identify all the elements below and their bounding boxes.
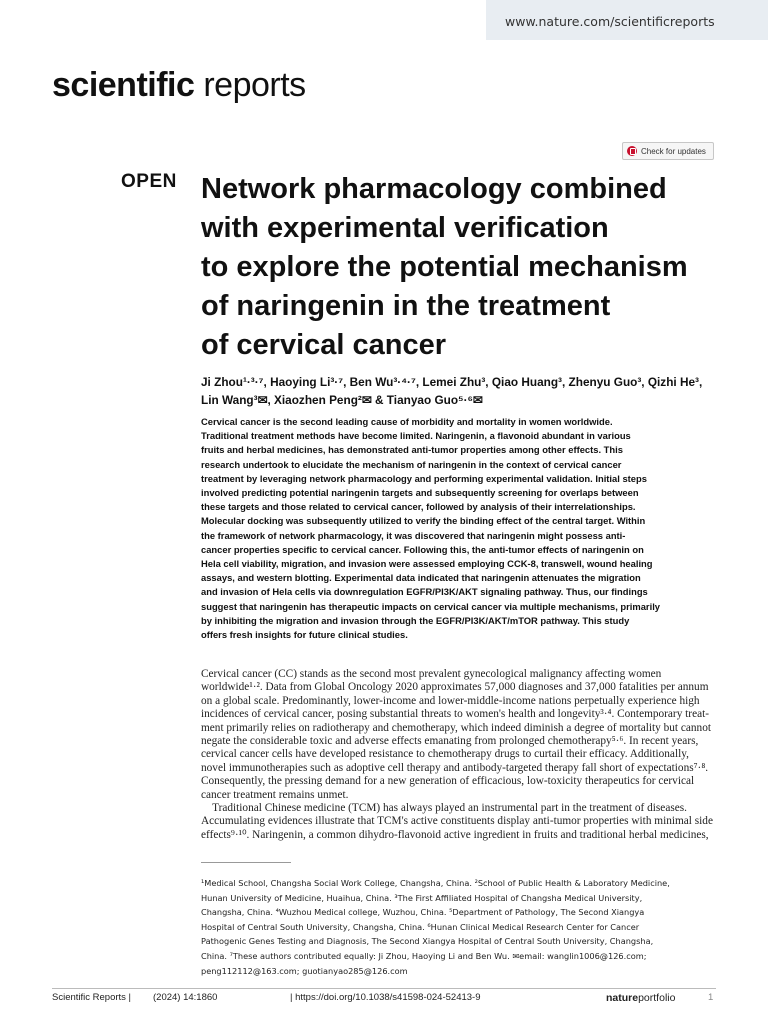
affiliation-line: Pathogenic Genes Testing and Diagnosis, The Second Xiangya Hospital of Central South University, Changsha, [201, 936, 654, 947]
page-number: 1 [708, 992, 714, 1003]
footer-divider [52, 988, 716, 989]
check-for-updates-button[interactable] [622, 142, 714, 160]
journal-name-bold: scientific [52, 66, 195, 104]
update-badge-icon [627, 146, 637, 156]
abstract-line: involved predicting potential naringenin targets and subsequently screening for overlaps between [201, 487, 639, 499]
body-line: ment primarily relies on radiotherapy and chemotherapy, which indeed diminish a degree of mortality but cannot [201, 721, 711, 734]
author-list [201, 373, 721, 409]
affiliation-line: ¹Medical School, Changsha Social Work College, Changsha, China. ²School of Public Health & Laboratory Medicine, [201, 878, 670, 888]
body-line: Accumulating evidences illustrate that TCM's active constituents display anti-tumor properties with minimal side [201, 815, 713, 828]
body-line: incidences of cervical cancer, posing substantial threats to women's health and longevity³·⁴. Contemporary treat- [201, 708, 710, 721]
title-line: of cervical cancer [201, 329, 447, 361]
title-line: Network pharmacology combined [201, 173, 667, 205]
publisher-name-bold: nature [606, 992, 639, 1004]
abstract-line: these targets and those related to cervical cancer, followed by analysis of their interrelationships. [201, 501, 636, 513]
abstract-line: fruits and herbal medicines, has demonstrated anti-tumor properties among other effects. This [201, 444, 623, 456]
abstract [201, 415, 721, 642]
abstract-line: treatment by leveraging network pharmacology and performing experimental validation. Initial steps [201, 472, 647, 484]
body-line: Cervical cancer (CC) stands as the second most prevalent gynecological malignancy affecting women [201, 668, 662, 680]
affiliation-line[interactable]: peng112112@163.com; guotianyao285@126.com [201, 965, 408, 976]
publisher-logo[interactable] [606, 992, 675, 1004]
affiliation-line: Changsha, China. ⁴Wuzhou Medical college, Wuzhou, China. ⁵Department of Pathology, The Second Xiangya [201, 907, 645, 918]
body-line: Consequently, the pressing demand for a new generation of efficacious, low-toxicity therapeutics for cervical [201, 775, 695, 788]
abstract-line: suggest that naringenin has therapeutic impacts on cervical cancer via multiple mechanisms, primarily [201, 600, 661, 612]
body-line: novel immunotherapies such as adoptive cell therapy and antibody-targeted therapy fall short of expectations⁷·⁸. [201, 761, 709, 774]
abstract-line: the framework of network pharmacology, it was discovered that naringenin might possess anti- [201, 529, 626, 541]
open-access-label: OPEN [121, 171, 177, 192]
footnote-divider [201, 862, 291, 863]
footer-journal: Scientific Reports | [52, 992, 132, 1003]
author-line[interactable]: Ji Zhou¹·³·⁷, Haoying Li³·⁷, Ben Wu³·⁴·⁷, Lemei Zhu³, Qiao Huang³, Zhenyu Guo³, Qizhi He³, [201, 375, 703, 389]
body-line: cervical cancer cells have developed resistance to chemotherapy drugs to curtail their efficacy. Additionally, [201, 748, 689, 761]
body-line: on a global scale. Predominantly, lower-income and lower-middle-income nations perpetually experience high [201, 694, 700, 707]
abstract-line: Traditional treatment methods have become limited. Naringenin, a flavonoid abundant in various [201, 430, 631, 442]
check-for-updates-label: Check for updates [641, 146, 706, 156]
publisher-name-light: portfolio [638, 992, 676, 1004]
body-line: cancer treatment remains unmet. [201, 788, 349, 801]
abstract-line: cancer properties specific to cervical cancer. Following this, the anti-tumor effects of naringenin on [201, 543, 644, 555]
abstract-line: by inhibiting the migration and invasion through the EGFR/PI3K/AKT/mTOR pathway. This study [201, 614, 630, 626]
affiliation-line[interactable]: China. ⁷These authors contributed equally: Ji Zhou, Haoying Li and Ben Wu. ✉email: wanglin1006@126.com; [201, 950, 647, 961]
title-line: of naringenin in the treatment [201, 290, 611, 322]
abstract-line: Hela cell viability, migration, and invasion were assessed employing CCK-8, transwell, wound healing [201, 558, 653, 570]
article-title [201, 170, 741, 365]
abstract-line: Cervical cancer is the second leading cause of morbidity and mortality in women worldwide. [201, 416, 613, 427]
abstract-line: and invasion of Hela cells via downregulation EGFR/PI3K/AKT signaling pathway. Thus, our findings [201, 586, 648, 598]
affiliations [201, 876, 721, 978]
abstract-line: offers fresh insights for future clinical studies. [201, 629, 408, 641]
journal-name-light: reports [203, 66, 306, 104]
journal-logo[interactable] [52, 66, 306, 105]
abstract-line: Molecular docking was subsequently utilized to verify the binding effect of the central target. Within [201, 515, 646, 527]
body-line: Traditional Chinese medicine (TCM) has always played an instrumental part in the treatment of diseases. [201, 802, 687, 815]
body-line: negate the considerable toxic and adverse effects emanating from prolonged chemotherapy⁵·⁶. In recent years, [201, 735, 699, 748]
author-line[interactable]: Lin Wang³✉, Xiaozhen Peng²✉ & Tianyao Guo⁵·⁶✉ [201, 393, 483, 407]
affiliation-line: Hunan University of Medicine, Huaihua, China. ³The First Affiliated Hospital of Changsha Medical University, [201, 892, 643, 903]
footer-volume: (2024) 14:1860 [153, 992, 218, 1003]
footer-doi-link[interactable]: | https://doi.org/10.1038/s41598-024-52413-9 [290, 992, 481, 1003]
abstract-line: research undertook to elucidate the mechanism of naringenin in the context of cervical cancer [201, 458, 622, 470]
journal-url[interactable]: www.nature.com/scientificreports [505, 14, 715, 29]
body-line: effects⁹·¹⁰. Naringenin, a common dihydro-flavonoid active ingredient in fruits and traditional herbal medicines, [201, 828, 709, 841]
body-line: worldwide¹·². Data from Global Oncology 2020 approximates 57,000 diagnoses and 37,000 fatalities per annum [201, 681, 709, 694]
affiliation-line: Hospital of Central South University, Changsha, China. ⁶Hunan Clinical Medical Research Center for Cancer [201, 921, 640, 932]
title-line: to explore the potential mechanism [201, 251, 688, 283]
abstract-line: assays, and western blotting. Experimental data indicated that naringenin attenuates the migration [201, 572, 641, 584]
title-line: with experimental verification [201, 212, 609, 244]
body-text [201, 668, 721, 842]
